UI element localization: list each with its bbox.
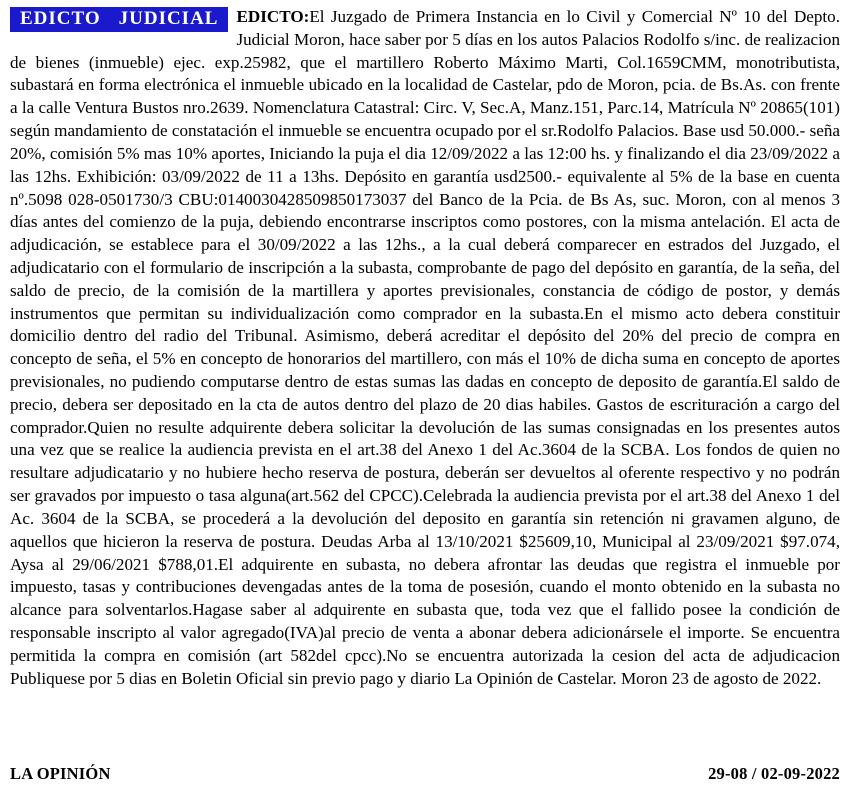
edicto-judicial-badge: [10, 7, 228, 32]
notice-body: [10, 6, 840, 690]
publication-dates: 29-08 / 02-09-2022: [708, 764, 840, 783]
page-footer: [10, 764, 840, 784]
notice-block: [10, 6, 840, 690]
badge-word-edicto: EDICTO: [20, 8, 101, 29]
badge-word-judicial: JUDICIAL: [118, 8, 219, 29]
notice-lead-label: EDICTO:: [236, 7, 310, 26]
publication-name: LA OPINIÓN: [10, 764, 111, 783]
notice-body-text: El Juzgado de Primera Instancia en lo Civil y Comercial Nº 10 del Depto. Judicial Moron, hace saber por 5 días en los autos Palacios Rodolfo s/inc. de realizacion de bienes (inmueble) ejec. exp.25982, que el martillero Roberto Máximo Marti, Col.1659CMM, monotributista, subastará en forma electrónica el inmueble ubicado en la localidad de Castelar, pdo de Moron, pcia. de Bs.As. con frente a la calle Ventura Bustos nro.2639. Nomenclatura Catastral: Circ. V, Sec.A, Manz.151, Parc.14, Matrícula Nº 20865(101) según mandamiento de constatación el inmueble se encuentra ocupado por el sr.Rodolfo Palacios. Base usd 50.000.- seña 20%, comisión 5% mas 10% aportes, Iniciando la puja el dia 12/09/2022 a las 12:00 hs. y finalizando el dia 23/09/2022 a las 12hs. Exhibición: 03/09/2022 de 11 a 13hs. Depósito en garantía usd2500.- equivalente al 5% de la base en cuenta nº.5098 028-0501730/3 CBU:0140030428509850173037 del Banco de la Pcia. de Bs As, suc. Moron, con al menos 3 días antes del comienzo de la puja, debiendo encontrarse inscriptos como postores, con la misma antelación. El acta de adjudicación, se establece para el 30/09/2022 a las 12hs., a la cual deberá comparecer en estrados del Juzgado, el adjudicatario con el formulario de inscripción a la subasta, comprobante de pago del depósito en garantía, de la seña, del saldo de precio, de la comisión de la martillera y aportes previsionales, constancia de código de postor, y demás instrumentos que permitan su individualización como comprador en la subasta.En el mismo acto debera constituir domicilio dentro del radio del Tribunal. Asimismo, deberá acreditar el depósito del 20% del precio de compra en concepto de seña, el 5% en concepto de honorarios del martillero, con más el 10% de dicha suma en concepto de aportes previsionales, no pudiendo computarse dentro de estas sumas las dadas en concepto de deposito de garantía.El saldo de precio, debera ser depositado en la cta de autos dentro del plazo de 20 dias habiles. Gastos de escrituración a cargo del comprador.Quien no resulte adquirente debera solicitar la devolución de las sumas consignadas en los presentes autos una vez que se realice la audiencia prevista en el art.38 del Anexo 1 del Ac.3604 de la SCBA. Los fondos de quien no resultare adjudicatario y no hubiere hecho reserva de postura, deberán ser devueltos al oferente respectivo y no podrán ser gravados por impuesto o tasa alguna(art.562 del CPCC).Celebrada la audiencia prevista por el art.38 del Anexo 1 del Ac. 3604 de la SCBA, se procederá a la devolución del deposito en garantía sin retención ni gravamen alguno, de aquellos que hicieron la reserva de postura. Deudas Arba al 13/10/2021 $25609,10, Municipal al 23/09/2021 $97.074, Aysa al 29/06/2021 $788,01.El adquirente en subasta, no debera afrontar las deudas que registra el inmueble por impuesto, tasas y contribuciones devengadas antes de la toma de posesión, cuando el monto obtenido en la subasta no alcance para solventarlos.Hagase saber al adquirente en subasta que, toda vez que el fallido posee la condición de responsable inscripto al valor agregado(IVA)al precio de venta a abonar debera adicionársele el importe. Se encuentra permitida la compra en comisión (art 582del cpcc).No se encuentra autorizada la cesion del acta de adjudicacion Publiquese por 5 dias en Boletin Oficial sin previo pago y diario La Opinión de Castelar. Moron 23 de agosto de 2022.: [10, 7, 840, 688]
